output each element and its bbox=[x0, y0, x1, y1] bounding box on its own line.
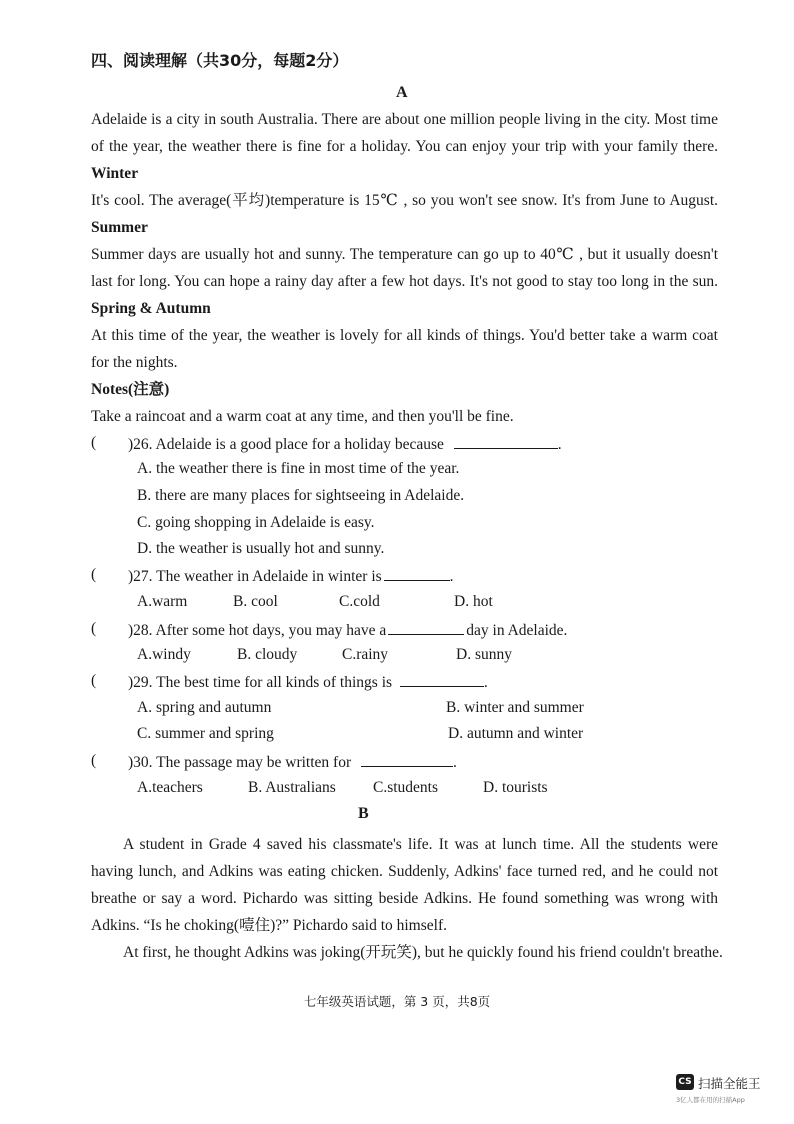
question-28-option-a[interactable]: A.windy bbox=[137, 646, 191, 663]
passage-b-label: B bbox=[358, 805, 369, 822]
question-28-option-d[interactable]: D. sunny bbox=[456, 646, 512, 663]
question-30-blank[interactable] bbox=[361, 752, 453, 767]
scanner-app-name: 扫描全能王 bbox=[698, 1076, 761, 1091]
question-30 bbox=[128, 752, 457, 772]
question-27 bbox=[128, 566, 454, 586]
question-27-stem: )27. The weather in Adelaide in winter is bbox=[128, 568, 382, 585]
question-30-option-b[interactable]: B. Australians bbox=[248, 779, 336, 796]
spring-autumn-title: Spring & Autumn bbox=[91, 300, 211, 317]
question-26 bbox=[128, 434, 562, 454]
passage-a-label: A bbox=[396, 84, 408, 101]
answer-paren-26: ( bbox=[91, 434, 97, 451]
question-29 bbox=[128, 672, 488, 692]
scanner-tagline: 3亿人都在用的扫描App bbox=[676, 1096, 745, 1104]
summer-title: Summer bbox=[91, 219, 148, 236]
summer-text-line-1: Summer days are usually hot and sunny. The temperature can go up to 40℃ , but it usually doesn't bbox=[91, 246, 718, 263]
question-29-stem: )29. The best time for all kinds of things is bbox=[128, 674, 393, 691]
passage-b-line-2: having lunch, and Adkins was eating chicken. Suddenly, Adkins' face turned red, and he could not bbox=[91, 863, 718, 880]
question-28-option-c[interactable]: C.rainy bbox=[342, 646, 389, 663]
question-30-option-a[interactable]: A.teachers bbox=[137, 779, 203, 796]
winter-title: Winter bbox=[91, 165, 139, 182]
passage-b-line-1: A student in Grade 4 saved his classmate's life. It was at lunch time. All the students were bbox=[123, 836, 718, 853]
question-26-stem: )26. Adelaide is a good place for a holiday because bbox=[128, 436, 444, 453]
answer-paren-29: ( bbox=[91, 672, 97, 689]
passage-a-intro-line-2: of the year, the weather there is fine for a holiday. You can enjoy your trip with your family there. bbox=[91, 138, 718, 155]
winter-text: It's cool. The average(平均)temperature is 15℃ , so you won't see snow. It's from June to August. bbox=[91, 192, 718, 209]
section-heading: 四、阅读理解（共30分，每题2分） bbox=[91, 51, 349, 70]
passage-a-intro-line-1: Adelaide is a city in south Australia. There are about one million people living in the city. Most time bbox=[91, 111, 718, 128]
answer-paren-28: ( bbox=[91, 620, 97, 637]
question-29-option-b[interactable]: B. winter and summer bbox=[446, 699, 584, 716]
page-footer: 七年级英语试题，第 3 页，共8页 bbox=[303, 994, 491, 1009]
question-27-stem-end: . bbox=[449, 568, 454, 585]
question-26-blank[interactable] bbox=[454, 434, 558, 449]
question-27-option-d[interactable]: D. hot bbox=[454, 593, 493, 610]
question-28-blank[interactable] bbox=[388, 620, 464, 635]
answer-paren-30: ( bbox=[91, 752, 97, 769]
spring-autumn-text-line-1: At this time of the year, the weather is lovely for all kinds of things. You'd better take a warm coat bbox=[91, 327, 718, 344]
question-30-option-c[interactable]: C.students bbox=[373, 779, 439, 796]
question-27-option-c[interactable]: C.cold bbox=[339, 593, 380, 610]
passage-b-line-5: At first, he thought Adkins was joking(开玩笑), but he quickly found his friend couldn't breathe. bbox=[123, 944, 723, 961]
question-26-option-b[interactable]: B. there are many places for sightseeing in Adelaide. bbox=[137, 487, 465, 504]
spring-autumn-text-line-2: for the nights. bbox=[91, 354, 178, 371]
question-29-option-d[interactable]: D. autumn and winter bbox=[448, 725, 584, 742]
question-26-stem-end: . bbox=[557, 436, 562, 453]
passage-b-line-4: Adkins. “Is he choking(噎住)?” Pichardo said to himself. bbox=[91, 917, 447, 934]
question-26-option-a[interactable]: A. the weather there is fine in most time of the year. bbox=[137, 460, 460, 477]
question-29-option-a[interactable]: A. spring and autumn bbox=[137, 699, 272, 716]
question-27-option-a[interactable]: A.warm bbox=[137, 593, 188, 610]
passage-b-line-3: breathe or say a word. Pichardo was sitting beside Adkins. He found something was wrong with bbox=[91, 890, 718, 907]
question-29-option-c[interactable]: C. summer and spring bbox=[137, 725, 274, 742]
question-26-option-d[interactable]: D. the weather is usually hot and sunny. bbox=[137, 540, 385, 557]
question-30-stem-end: . bbox=[452, 754, 457, 771]
question-26-option-c[interactable]: C. going shopping in Adelaide is easy. bbox=[137, 514, 375, 531]
question-27-blank[interactable] bbox=[384, 566, 450, 581]
question-30-option-d[interactable]: D. tourists bbox=[483, 779, 548, 796]
question-28-option-b[interactable]: B. cloudy bbox=[237, 646, 298, 663]
answer-paren-27: ( bbox=[91, 566, 97, 583]
question-28-stem-end: day in Adelaide. bbox=[466, 622, 568, 639]
summer-text-line-2: last for long. You can hope a rainy day after a few hot days. It's not good to stay too long in the sun. bbox=[91, 273, 718, 290]
notes-title: Notes(注意) bbox=[91, 381, 170, 398]
question-29-blank[interactable] bbox=[400, 672, 484, 687]
scanner-logo-icon: CS bbox=[676, 1074, 694, 1090]
notes-text: Take a raincoat and a warm coat at any time, and then you'll be fine. bbox=[91, 408, 514, 425]
question-29-stem-end: . bbox=[483, 674, 488, 691]
question-27-option-b[interactable]: B. cool bbox=[233, 593, 278, 610]
question-28-stem: )28. After some hot days, you may have a bbox=[128, 622, 387, 639]
question-28 bbox=[128, 620, 567, 640]
question-30-stem: )30. The passage may be written for bbox=[128, 754, 352, 771]
